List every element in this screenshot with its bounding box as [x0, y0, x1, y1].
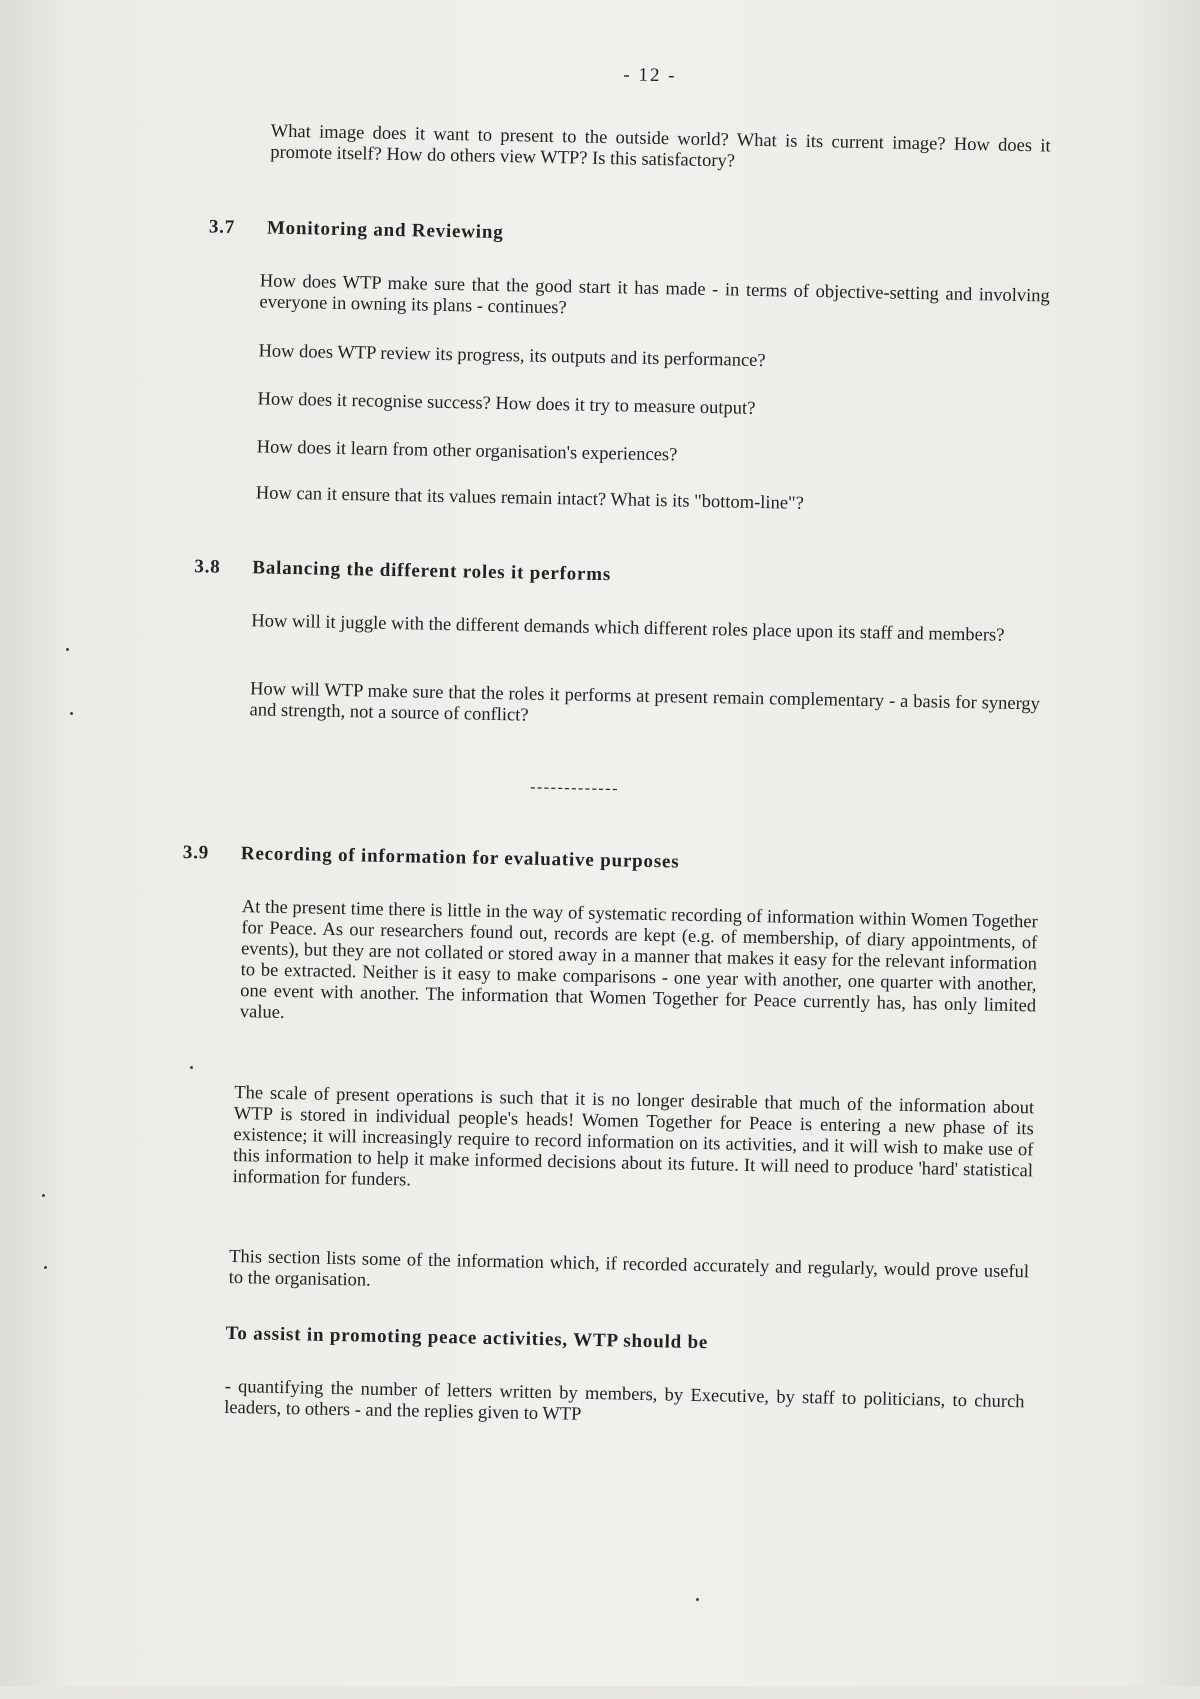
paper-speck — [42, 1194, 45, 1197]
paper-speck — [66, 648, 69, 651]
subheading: To assist in promoting peace activities, WTP should be — [225, 1322, 709, 1354]
paragraph-3-7-5: How can it ensure that its values remain intact? What is its "bottom-line"? — [255, 483, 804, 514]
page-number: - 12 - — [623, 64, 677, 87]
paper-speck — [44, 1266, 47, 1269]
section-heading-3-9 — [183, 842, 680, 874]
section-number: 3.8 — [194, 556, 221, 578]
paragraph-3-7-2: How does WTP review its progress, its outputs and its performance? — [258, 341, 766, 372]
paragraph-3-7-1: How does WTP make sure that the good start it has made - in terms of objective-setting and involving everyone in owning its plans - continues? — [259, 271, 1050, 319]
paragraph-3-9-2: The scale of present operations is such that it is no longer desirable that much of the information about WTP is stored in individual people's heads! Women Together for Peace is entering a new phase of its existence; it will increasingly require to record information on its activities, and it will wish to make use of this information to help it make informed decisions about its future. It will need to produce 'hard' statistical information for funders. — [232, 1083, 1035, 1191]
section-number: 3.7 — [208, 216, 236, 238]
intro-paragraph: What image does it want to present to the outside world? What is its current image? How does it promote itself? How do others view WTP? Is this satisfactory? — [270, 121, 1051, 172]
section-title: Monitoring and Reviewing — [266, 217, 504, 244]
section-number: 3.9 — [182, 842, 210, 864]
paragraph-3-9-3: This section lists some of the information which, if recorded accurately and regularly, would prove useful to the organisation. — [228, 1246, 1030, 1291]
paragraph-3-7-4: How does it learn from other organisation's experiences? — [256, 437, 678, 466]
bullet-item: - quantifying the number of letters written by members, by Executive, by staff to politicians, to church leaders, to others - and the replies given to WTP — [224, 1376, 1025, 1425]
section-divider: ------------- — [530, 778, 620, 798]
paper-speck — [696, 1598, 699, 1601]
section-title: Recording of information for evaluative purposes — [240, 843, 680, 873]
paper-speck — [190, 1066, 193, 1069]
paper-speck — [70, 712, 73, 715]
paragraph-3-8-1: How will it juggle with the different demands which different roles place upon its staff and members? — [251, 611, 1005, 646]
paragraph-3-7-3: How does it recognise success? How does it try to measure output? — [257, 389, 756, 419]
section-heading-3-8 — [194, 556, 611, 586]
paragraph-3-9-1: At the present time there is little in the way of systematic recording of information within Women Together for Peace. As our researchers found out, records are kept (e.g. of membership, of diary appointments, of events), but they are not collated or stored away in a manner that makes it easy for the relevant information to be extracted. Neither is it easy to make comparisons - one year with another, one quarter with another, one event with another. The information that Women Together for Peace currently has, has only limited value. — [239, 897, 1038, 1023]
section-title: Balancing the different roles it performs — [252, 557, 612, 586]
paragraph-3-8-2: How will WTP make sure that the roles it performs at present remain complementary - a basis for synergy and strength, not a source of conflict? — [249, 679, 1041, 726]
section-heading-3-7 — [209, 216, 504, 244]
